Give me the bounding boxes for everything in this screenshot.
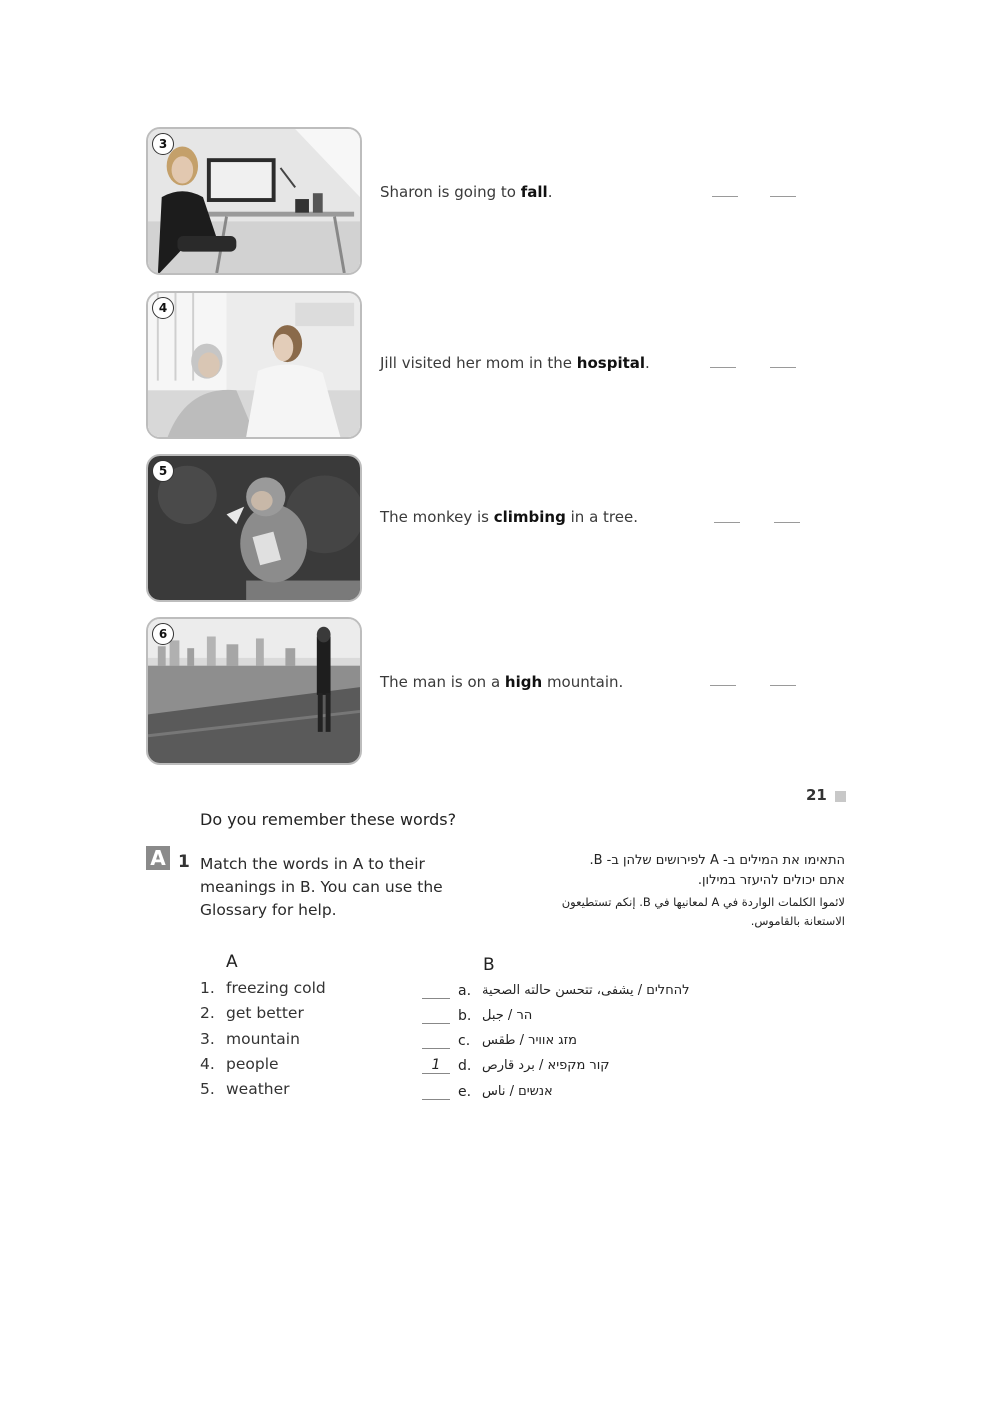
match-item: e. אנשים / ناس [422, 1084, 672, 1104]
exercise-number: 1 [178, 852, 190, 872]
answer-blank[interactable] [770, 685, 796, 686]
page-number: 21 [806, 786, 827, 804]
exercise-row-6 [146, 617, 846, 767]
answer-blank[interactable] [710, 367, 736, 368]
list-item: 4. people [200, 1055, 279, 1073]
number-badge: 6 [152, 623, 174, 645]
number-badge: 5 [152, 460, 174, 482]
answer-blank[interactable] [770, 367, 796, 368]
column-a-title: A [226, 952, 238, 972]
answer-blank[interactable] [774, 522, 800, 523]
match-item: c. מזג אוויר / طقس [422, 1033, 672, 1053]
list-item: 2. get better [200, 1004, 304, 1022]
list-item: 5. weather [200, 1080, 290, 1098]
sentence: The man is on a high mountain. [380, 673, 624, 691]
arabic-instruction-2: الاستعانة بالقاموس. [750, 914, 845, 928]
hebrew-instruction-1: התאימו את המילים ב- A לפירושים שלהן ב- B. [589, 853, 845, 868]
match-item: b. הר / جبل [422, 1008, 672, 1028]
photo-woman-at-desk [146, 127, 362, 275]
sentence: Sharon is going to fall. [380, 183, 553, 201]
answer-field[interactable] [422, 983, 450, 999]
sentence: The monkey is climbing in a tree. [380, 508, 638, 526]
photo-man-on-rooftop [146, 617, 362, 765]
exercise-row-3 [146, 127, 846, 277]
list-item: 3. mountain [200, 1030, 300, 1048]
number-badge: 3 [152, 133, 174, 155]
answer-blank[interactable] [770, 196, 796, 197]
instruction-text: Match the words in A to their meanings in B. You can use the Glossary for help. [200, 855, 443, 919]
answer-blank[interactable] [710, 685, 736, 686]
arabic-instruction-1: لائموا الكلمات الواردة في A لمعانيها في B. إنكم تستطيعون [561, 895, 845, 909]
section-heading: Do you remember these words? [200, 810, 457, 829]
answer-field[interactable] [422, 1008, 450, 1024]
match-item: 1 d. קור מקפיא / برد قارص [422, 1058, 672, 1078]
answer-blank[interactable] [714, 522, 740, 523]
photo-hospital-visit [146, 291, 362, 439]
exercise-row-5 [146, 454, 846, 604]
number-badge: 4 [152, 297, 174, 319]
answer-blank[interactable] [712, 196, 738, 197]
list-item: 1. freezing cold [200, 979, 326, 997]
section-badge: A [146, 846, 170, 870]
exercise-row-4 [146, 291, 846, 441]
answer-field[interactable]: 1 [422, 1058, 450, 1074]
photo-monkey [146, 454, 362, 602]
page-marker [835, 791, 846, 802]
match-item: a. להחלים / يشفى، تتحسن حالته الصحية [422, 983, 672, 1003]
answer-field[interactable] [422, 1033, 450, 1049]
column-b-title: B [483, 955, 495, 975]
answer-field[interactable] [422, 1084, 450, 1100]
hebrew-instruction-2: אתם יכולים להיעזר במילון. [697, 873, 845, 888]
sentence: Jill visited her mom in the hospital. [380, 354, 650, 372]
